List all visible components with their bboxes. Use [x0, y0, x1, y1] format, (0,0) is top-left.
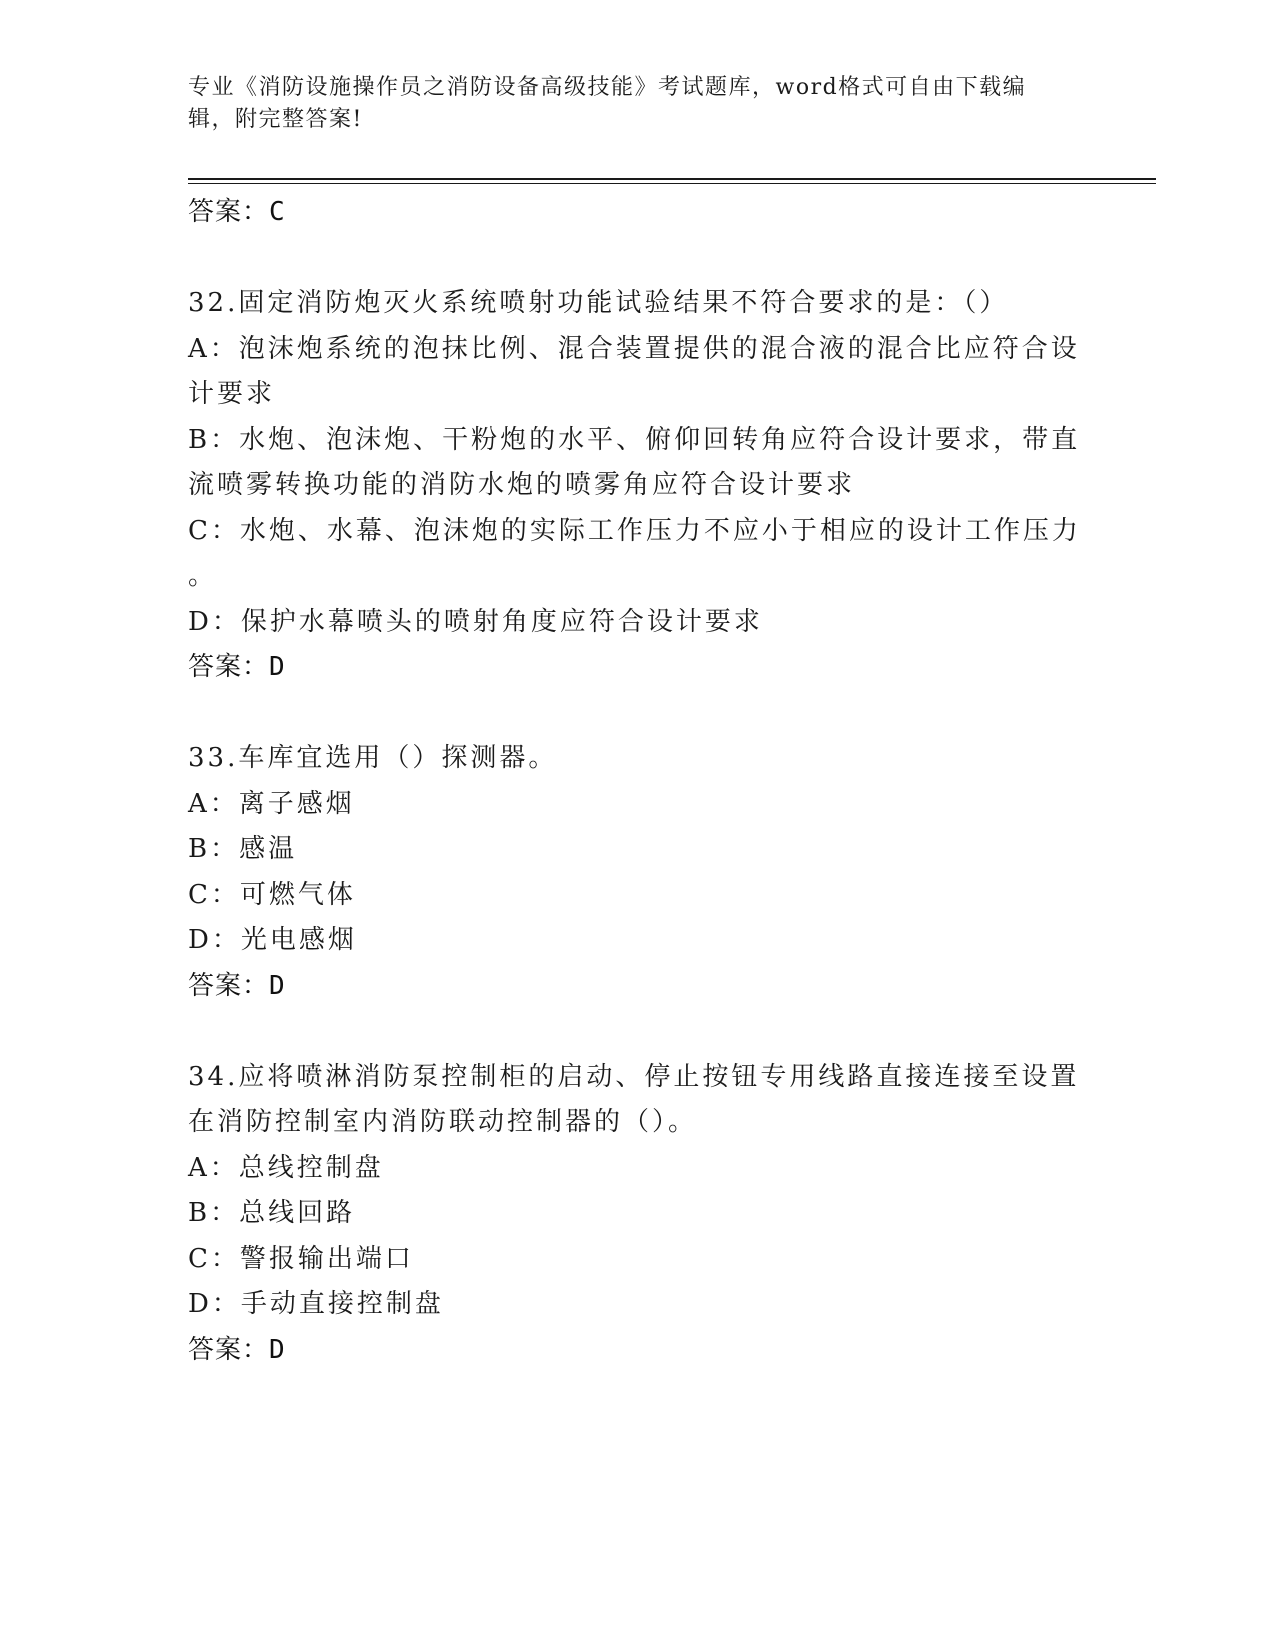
answer-value: C [269, 197, 286, 227]
option-a: A：离子感烟 [188, 788, 355, 819]
option-text-continued: 流喷雾转换功能的消防水炮的喷雾角应符合设计要求 [188, 470, 856, 500]
option-text: D：保护水幕喷头的喷射角度应符合设计要求 [188, 606, 763, 637]
answer-label: 答案： [188, 197, 270, 227]
spacer [188, 236, 1088, 282]
option-text: C：水炮、水幕、泡沫炮的实际工作压力不应小于相应的设计工作压力 [188, 515, 1081, 546]
option-text-continued: 。 [188, 561, 218, 591]
option-d [188, 600, 1088, 646]
option-d: D：光电感烟 [188, 925, 357, 955]
answer-label: 答案： [188, 1334, 270, 1365]
question-34 [188, 1055, 1088, 1374]
spacer [188, 691, 1088, 737]
answer-value: D [269, 970, 286, 1001]
header-divider [188, 178, 1156, 184]
question-33 [188, 736, 1088, 1009]
answer-label: 答案： [188, 652, 270, 682]
option-a: A：总线控制盘 [188, 1152, 384, 1183]
question-32 [188, 281, 1088, 691]
option-b [188, 418, 1088, 509]
option-c [188, 509, 1088, 600]
header-line-1: 专业《消防设施操作员之消防设备高级技能》考试题库，word格式可自由下载编 [188, 75, 1027, 100]
option-b: B：总线回路 [188, 1198, 356, 1228]
question-stem: 33.车库宜选用（）探测器。 [188, 743, 558, 773]
question-stem: 32.固定消防炮灭火系统喷射功能试验结果不符合要求的是：（） [188, 288, 1009, 318]
question-stem-continued: 在消防控制室内消防联动控制器的（）。 [188, 1107, 698, 1137]
option-c: C：可燃气体 [188, 879, 356, 910]
answer-value: D [269, 652, 286, 682]
option-a [188, 327, 1088, 418]
option-text-continued: 计要求 [188, 379, 276, 409]
previous-answer [188, 190, 1088, 236]
question-answer [188, 645, 1088, 691]
option-d: D：手动直接控制盘 [188, 1289, 444, 1319]
answer-label: 答案： [188, 970, 270, 1001]
option-c: C：警报输出端口 [188, 1243, 414, 1274]
spacer [188, 1009, 1088, 1055]
header-line-2: 辑，附完整答案! [188, 107, 363, 132]
option-text: A：泡沫炮系统的泡抹比例、混合装置提供的混合液的混合比应符合设 [188, 333, 1080, 364]
question-answer [188, 1328, 1088, 1374]
question-answer [188, 964, 1088, 1010]
question-stem: 34.应将喷淋消防泵控制柜的启动、停止按钮专用线路直接连接至设置 [188, 1061, 1080, 1092]
page-header [188, 72, 1068, 136]
option-text: B：水炮、泡沫炮、干粉炮的水平、俯仰回转角应符合设计要求，带直 [188, 424, 1081, 455]
document-body [188, 190, 1088, 1373]
answer-value: D [269, 1334, 286, 1365]
option-b: B：感温 [188, 834, 298, 864]
